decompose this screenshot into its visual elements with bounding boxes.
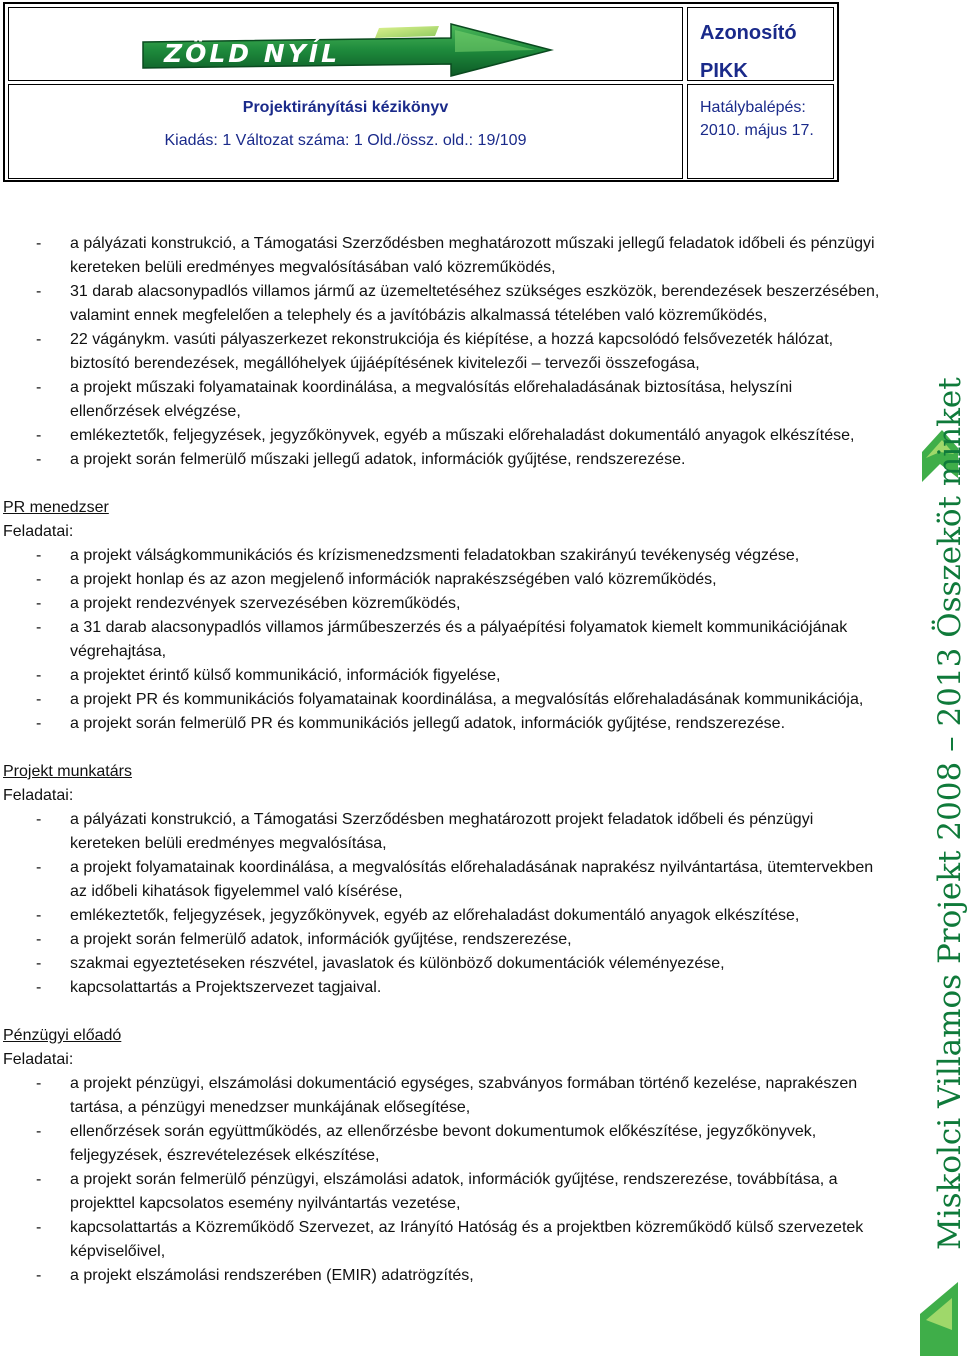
section-pr-manager [3,496,883,736]
section-title: Pénzügyi előadó [3,1027,122,1044]
effective-date-value: 2010. május 17. [700,122,814,139]
intro-task-list [3,232,883,472]
list-item: - emlékeztetők, feljegyzések, jegyzőkönyvek, egyéb az előrehaladást dokumentáló anyagok elkészítése, [36,907,800,924]
list-item: - a projekt folyamatainak koordinálása, a megvalósítás előrehaladásának naprakész nyilvántartása, ütemtervekben az időbeli kihatások figyelemmel való kísérése, [36,859,874,900]
list-item: - a projekt PR és kommunikációs folyamatainak koordinálása, a megvalósítás előrehaladásának kommunikációja, [36,691,864,708]
list-item: - a 31 darab alacsonypadlós villamos járműbeszerzés és a pályaépítési folyamatok kiemelt kommunikációjának végrehajtása, [36,619,848,660]
list-item: - a projekt rendezvények szervezésében közreműködés, [36,595,461,612]
list-item: - a projekt során felmerülő adatok, információk gyűjtése, rendszerezése, [36,931,572,948]
logo-cell [8,7,683,81]
list-item: - emlékeztetők, feljegyzések, jegyzőkönyvek, egyéb a műszaki előrehaladást dokumentáló anyagok elkészítése, [36,427,855,444]
document-header [3,2,839,182]
list-item: - a pályázati konstrukció, a Támogatási Szerződésben meghatározott projekt feladatok időbeli és pénzügyi kereteken belüli eredményes megvalósítása, [36,811,814,852]
document-body [3,232,883,1288]
section-finance-officer [3,1024,883,1288]
section-subtitle: Feladatai: [3,1051,74,1068]
identifier-value: PIKK [700,60,748,82]
effective-date-label: Hatálybalépés: [700,99,806,116]
list-item: - a pályázati konstrukció, a Támogatási Szerződésben meghatározott műszaki jellegű feladatok időbeli és pénzügyi kereteken belüli eredményes megvalósításában való közreműködés, [36,235,875,276]
list-item: - 31 darab alacsonypadlós villamos jármű az üzemeltetéséhez szükséges eszközök, berendezések beszerzésében, valamint ennek megfelelően a telephely és a javítóbázis alkalmassá tételében való közreműködés, [36,283,880,324]
list-item: - a projekt során felmerülő pénzügyi, elszámolási adatok, információk gyűjtése, rendszerezése, továbbítása, a projekttel kapcsolatos esemény nyilvántartás vezetése, [36,1171,838,1212]
title-cell [8,84,683,179]
list-item: - a projekt honlap és az azon megjelenő információk naprakészségében való közreműködés, [36,571,717,588]
list-item: - a projekt válságkommunikációs és krízismenedzsmenti feladatokban szakirányú tevékenység végzése, [36,547,800,564]
document-meta: Kiadás: 1 Változat száma: 1 Old./össz. old.: 19/109 [164,132,527,149]
section-subtitle: Feladatai: [3,523,74,540]
effective-date-cell [687,84,834,179]
list-item: - szakmai egyeztetéseken részvétel, javaslatok és különböző dokumentációk véleményezése, [36,955,725,972]
list-item: - a projekt elszámolási rendszerében (EMIR) adatrögzítés, [36,1267,474,1284]
task-list [3,1072,883,1288]
logo-text: ZÖLD NYÍL [164,39,341,68]
list-item: - a projektet érintő külső kommunikáció, információk figyelése, [36,667,501,684]
list-item: - kapcsolattartás a Közreműködő Szervezet, az Irányító Hatóság és a projektben közreműködő külső szervezetek képviselőivel, [36,1219,864,1260]
list-item: - ellenőrzések során együttműködés, az ellenőrzésbe bevont dokumentumok előkészítése, jegyzőkönyvek, feljegyzések, észrevételezések elkészítése, [36,1123,817,1164]
task-list [3,544,883,736]
section-title: PR menedzser [3,499,109,516]
section-title: Projekt munkatárs [3,763,132,780]
banner-text: Miskolci Villamos Projekt 2008 – 2013 Összeköt minket [932,377,968,1250]
list-item: - kapcsolattartás a Projektszervezet tagjaival. [36,979,382,996]
list-item: - a projekt pénzügyi, elszámolási dokumentáció egységes, szabványos formában történő kezelése, naprakészen tartása, a pénzügyi menedzser munkájának elősegítése, [36,1075,858,1116]
section-subtitle: Feladatai: [3,787,74,804]
section-project-staff [3,760,883,1000]
document-title: Projektirányítási kézikönyv [242,99,449,116]
list-item: - a projekt során felmerülő műszaki jellegű adatok, információk gyűjtése, rendszerezése. [36,451,686,468]
list-item: - 22 vágánykm. vasúti pályaszerkezet rekonstrukciója és kiépítése, a hozzá kapcsolódó felsővezeték hálózat, biztosító berendezések, megállóhelyek újjáépítésének kivitelezői – tervezői összefogása, [36,331,834,372]
identifier-cell [687,7,834,81]
list-item: - a projekt során felmerülő PR és kommunikációs jellegű adatok, információk gyűjtése, rendszerezése. [36,715,786,732]
list-item: - a projekt műszaki folyamatainak koordinálása, a megvalósítás előrehaladásának biztosítása, helyszíni ellenőrzések elvégzése, [36,379,793,420]
task-list [3,808,883,1000]
identifier-label: Azonosító [700,22,797,44]
